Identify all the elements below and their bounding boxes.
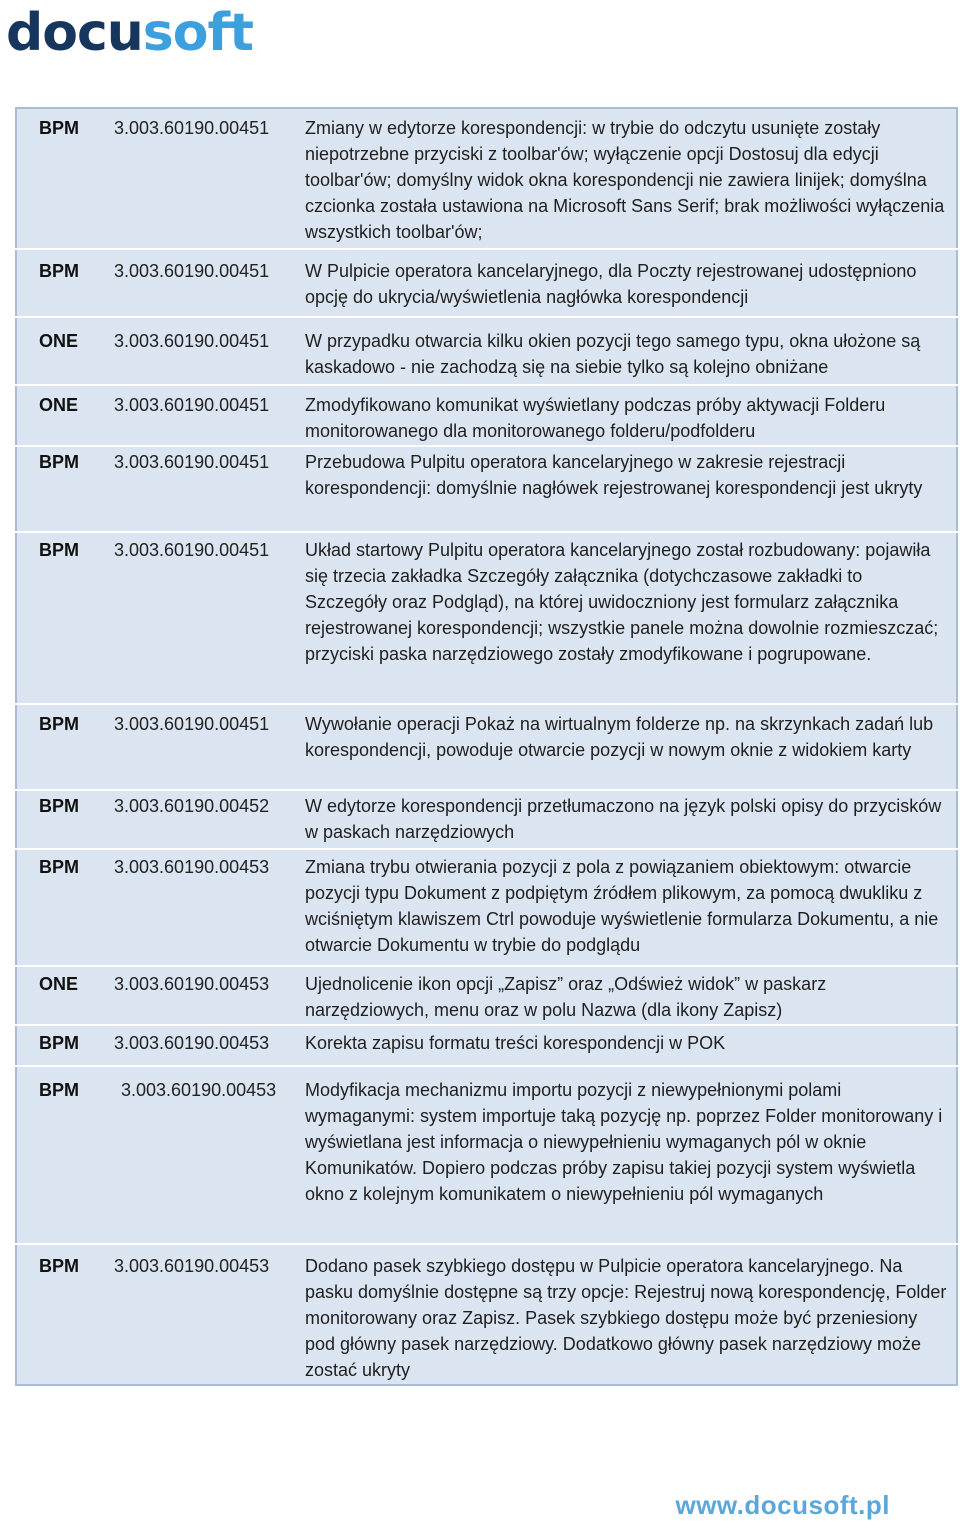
version-cell: 3.003.60190.00451: [110, 446, 305, 532]
product-cell: BPM: [16, 108, 110, 249]
product-cell: BPM: [16, 849, 110, 966]
description-cell: Dodano pasek szybkiego dostępu w Pulpicie operatora kancelaryjnego. Na pasku domyślnie dostępne są trzy opcje: Rejestruj nową korespondencję, Folder monitorowany oraz Zapisz. Pasek szybkiego dostępu może być przeniesiony pod główny pasek narzędziowy. Dodatkowo główny pasek narzędziowy może zostać ukryty: [305, 1256, 947, 1380]
description-cell: Zmodyfikowano komunikat wyświetlany podczas próby aktywacji Folderu monitorowanego dla monitorowanego folderu/podfolderu: [305, 385, 957, 446]
table-row: [16, 790, 957, 849]
table-row: [16, 532, 957, 704]
product-cell: BPM: [16, 446, 110, 532]
table-row: [16, 849, 957, 966]
table-row: [16, 1025, 957, 1066]
product-cell: BPM: [16, 532, 110, 704]
version-cell: 3.003.60190.00451: [110, 317, 305, 385]
table-row: [16, 1066, 957, 1244]
product-cell: ONE: [16, 385, 110, 446]
product-cell: ONE: [16, 317, 110, 385]
table-row: [16, 1244, 957, 1385]
description-cell: Zmiany w edytorze korespondencji: w trybie do odczytu usunięte zostały niepotrzebne przyciski z toolbar'ów; wyłączenie opcji Dostosuj dla edycji toolbar'ów; domyślny widok okna korespondencji nie zawiera linijek; domyślna czcionka została ustawiona na Microsoft Sans Serif; brak możliwości wyłączenia wszystkich toolbar'ów;: [305, 108, 957, 249]
product-cell: BPM: [39, 1256, 79, 1276]
description-cell: W przypadku otwarcia kilku okien pozycji tego samego typu, okna ułożone są kaskadowo - nie zachodzą się na siebie tylko są kolejno obniżane: [305, 317, 957, 385]
product-cell: ONE: [16, 966, 110, 1025]
logo-part-docu: docu: [6, 3, 143, 63]
version-cell: 3.003.60190.00452: [110, 790, 305, 849]
changelog-rows: [16, 108, 957, 1385]
table-row: [16, 385, 957, 446]
product-cell: BPM: [16, 790, 110, 849]
description-cell: Zmiana trybu otwierania pozycji z pola z powiązaniem obiektowym: otwarcie pozycji typu Dokument z podpiętym źródłem plikowym, za pomocą dwukliku z wciśniętym klawiszem Ctrl powoduje wyświetlenie formularza Dokumentu, a nie otwarcie Dokumentu w trybie do podglądu: [305, 849, 957, 966]
description-cell: Układ startowy Pulpitu operatora kancelaryjnego został rozbudowany: pojawiła się trzecia zakładka Szczegóły załącznika (dotychczasowe zakładki to Szczegóły oraz Podgląd), na której uwidoczniony jest formularz załącznika rejestrowanej korespondencji; wszystkie panele można dowolnie rozmieszczać; przyciski paska narzędziowego zostały zmodyfikowane i pogrupowane.: [305, 532, 957, 704]
description-cell: Ujednolicenie ikon opcji „Zapisz” oraz „Odśwież widok” w paskarz narzędziowych, menu oraz w polu Nazwa (dla ikony Zapisz): [305, 966, 957, 1025]
changelog-table: [15, 107, 958, 1386]
product-cell: BPM: [16, 704, 110, 790]
version-cell: 3.003.60190.00453: [110, 1066, 305, 1244]
version-cell: 3.003.60190.00453: [110, 849, 305, 966]
version-cell: 3.003.60190.00451: [110, 532, 305, 704]
version-cell: 3.003.60190.00451: [110, 385, 305, 446]
version-cell: 3.003.60190.00451: [110, 108, 305, 249]
description-cell: Korekta zapisu formatu treści korespondencji w POK: [305, 1025, 957, 1066]
table-row: [16, 108, 957, 249]
table-row: [16, 446, 957, 532]
description-cell: Modyfikacja mechanizmu importu pozycji z niewypełnionymi polami wymaganymi: system importuje taką pozycję np. poprzez Folder monitorowany i wyświetlana jest informacja o niewypełnieniu wymaganych pól w oknie Komunikatów. Dopiero podczas próby zapisu takiej pozycji system wyświetla okno z kolejnym komunikatem o niewypełnieniu pól wymaganych: [305, 1066, 957, 1244]
product-cell: BPM: [16, 1066, 110, 1244]
description-cell: W edytorze korespondencji przetłumaczono na język polski opisy do przycisków w paskach narzędziowych: [305, 790, 957, 849]
description-cell: W Pulpicie operatora kancelaryjnego, dla Poczty rejestrowanej udostępniono opcję do ukrycia/wyświetlenia nagłówka korespondencji: [305, 249, 957, 317]
product-cell: BPM: [16, 249, 110, 317]
description-cell: Przebudowa Pulpitu operatora kancelaryjnego w zakresie rejestracji korespondencji: domyślnie nagłówek rejestrowanej korespondencji jest ukryty: [305, 446, 957, 532]
version-cell: 3.003.60190.00451: [110, 704, 305, 790]
table-row: [16, 249, 957, 317]
table-row: [16, 704, 957, 790]
version-cell: 3.003.60190.00453: [114, 1256, 270, 1276]
version-cell: 3.003.60190.00453: [110, 1025, 305, 1066]
product-cell: BPM: [16, 1025, 110, 1066]
version-cell: 3.003.60190.00453: [110, 966, 305, 1025]
table-row: [16, 317, 957, 385]
version-cell: 3.003.60190.00451: [110, 249, 305, 317]
docusoft-logo: [6, 2, 253, 64]
table-row: [16, 966, 957, 1025]
description-cell: Wywołanie operacji Pokaż na wirtualnym folderze np. na skrzynkach zadań lub korespondencji, powoduje otwarcie pozycji w nowym oknie z widokiem karty: [305, 704, 957, 790]
logo-part-soft: soft: [142, 3, 253, 63]
footer-url: www.docusoft.pl: [675, 1490, 890, 1520]
